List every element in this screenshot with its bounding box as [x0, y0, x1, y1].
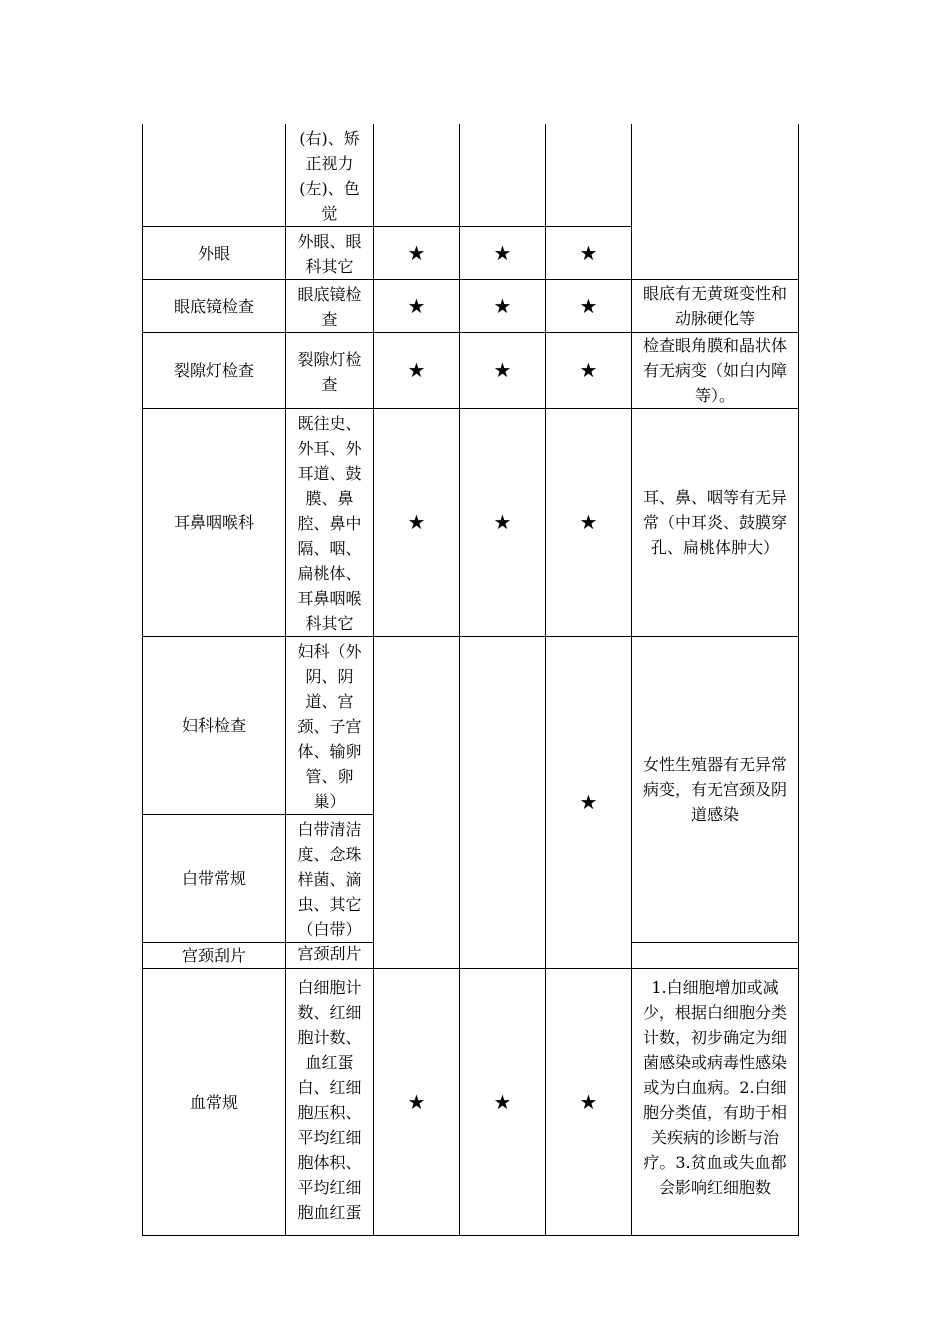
- table-row-gynecology: [143, 637, 799, 815]
- package-cell: [374, 124, 460, 227]
- exam-name-cell: 妇科检查: [143, 637, 286, 815]
- table-row-blood-routine: [143, 969, 799, 1236]
- star-mark: ★: [374, 969, 460, 1236]
- exam-name-cell: 耳鼻咽喉科: [143, 409, 286, 637]
- table-row-slit-lamp: [143, 333, 799, 409]
- table-row-ent: [143, 409, 799, 637]
- exam-item-cell: 既往史、外耳、外耳道、鼓膜、鼻腔、鼻中隔、咽、扁桃体、耳鼻咽喉科其它: [286, 409, 374, 637]
- star-mark: ★: [460, 409, 546, 637]
- exam-item-cell: 外眼、眼科其它: [286, 227, 374, 280]
- star-mark: ★: [460, 280, 546, 333]
- star-mark: ★: [374, 333, 460, 409]
- star-mark: ★: [546, 969, 632, 1236]
- star-mark: ★: [460, 227, 546, 280]
- star-mark: ★: [374, 227, 460, 280]
- package-cell: [546, 124, 632, 227]
- exam-item-cell: 白细胞计数、红细胞计数、血红蛋白、红细胞压积、平均红细胞体积、平均红细胞血红蛋: [286, 969, 374, 1236]
- exam-item-cell: (右)、矫正视力(左)、色觉: [286, 124, 374, 227]
- package-cell: [374, 637, 460, 969]
- exam-name-cell: 外眼: [143, 227, 286, 280]
- package-cell: [460, 124, 546, 227]
- exam-item-cell: 妇科（外阴、阴道、宫颈、子宫体、输卵管、卵巢）: [286, 637, 374, 815]
- note-cell: 女性生殖器有无异常病变，有无宫颈及阴道感染: [632, 637, 799, 943]
- exam-item-cell: 裂隙灯检查: [286, 333, 374, 409]
- note-cell: 1.白细胞增加或减少，根据白细胞分类计数，初步确定为细菌感染或病毒性感染或为白血病。2.白细 胞分类值，有助于相关疾病的诊断与治疗。3.贫血或失血都会影响红细胞数: [632, 969, 799, 1236]
- exam-name-cell: [143, 124, 286, 227]
- exam-name-cell: 眼底镜检查: [143, 280, 286, 333]
- exam-item-cell: 眼底镜检查: [286, 280, 374, 333]
- table-row-vision-cont: [143, 124, 799, 227]
- star-mark: ★: [374, 409, 460, 637]
- note-cell: [632, 124, 799, 280]
- package-cell: [460, 637, 546, 969]
- star-mark: ★: [546, 333, 632, 409]
- exam-name-cell: 宫颈刮片: [143, 943, 286, 969]
- star-mark: ★: [374, 280, 460, 333]
- exam-name-cell: 血常规: [143, 969, 286, 1236]
- star-mark: ★: [460, 969, 546, 1236]
- star-mark: ★: [546, 409, 632, 637]
- note-cell: [632, 943, 799, 969]
- note-cell: 眼底有无黄斑变性和动脉硬化等: [632, 280, 799, 333]
- star-mark: ★: [546, 227, 632, 280]
- exam-table: [142, 124, 799, 1236]
- star-mark: ★: [460, 333, 546, 409]
- table-row-fundus: [143, 280, 799, 333]
- star-mark: ★: [546, 280, 632, 333]
- star-mark: ★: [546, 637, 632, 969]
- exam-item-cell: 白带清洁度、念珠样菌、滴虫、其它（白带）: [286, 815, 374, 943]
- note-cell: 检查眼角膜和晶状体有无病变（如白内障等）。: [632, 333, 799, 409]
- exam-name-cell: 裂隙灯检查: [143, 333, 286, 409]
- note-cell: 耳、鼻、咽等有无异常（中耳炎、鼓膜穿孔、扁桃体肿大）: [632, 409, 799, 637]
- exam-name-cell: 白带常规: [143, 815, 286, 943]
- exam-item-cell: 宫颈刮片: [286, 943, 374, 969]
